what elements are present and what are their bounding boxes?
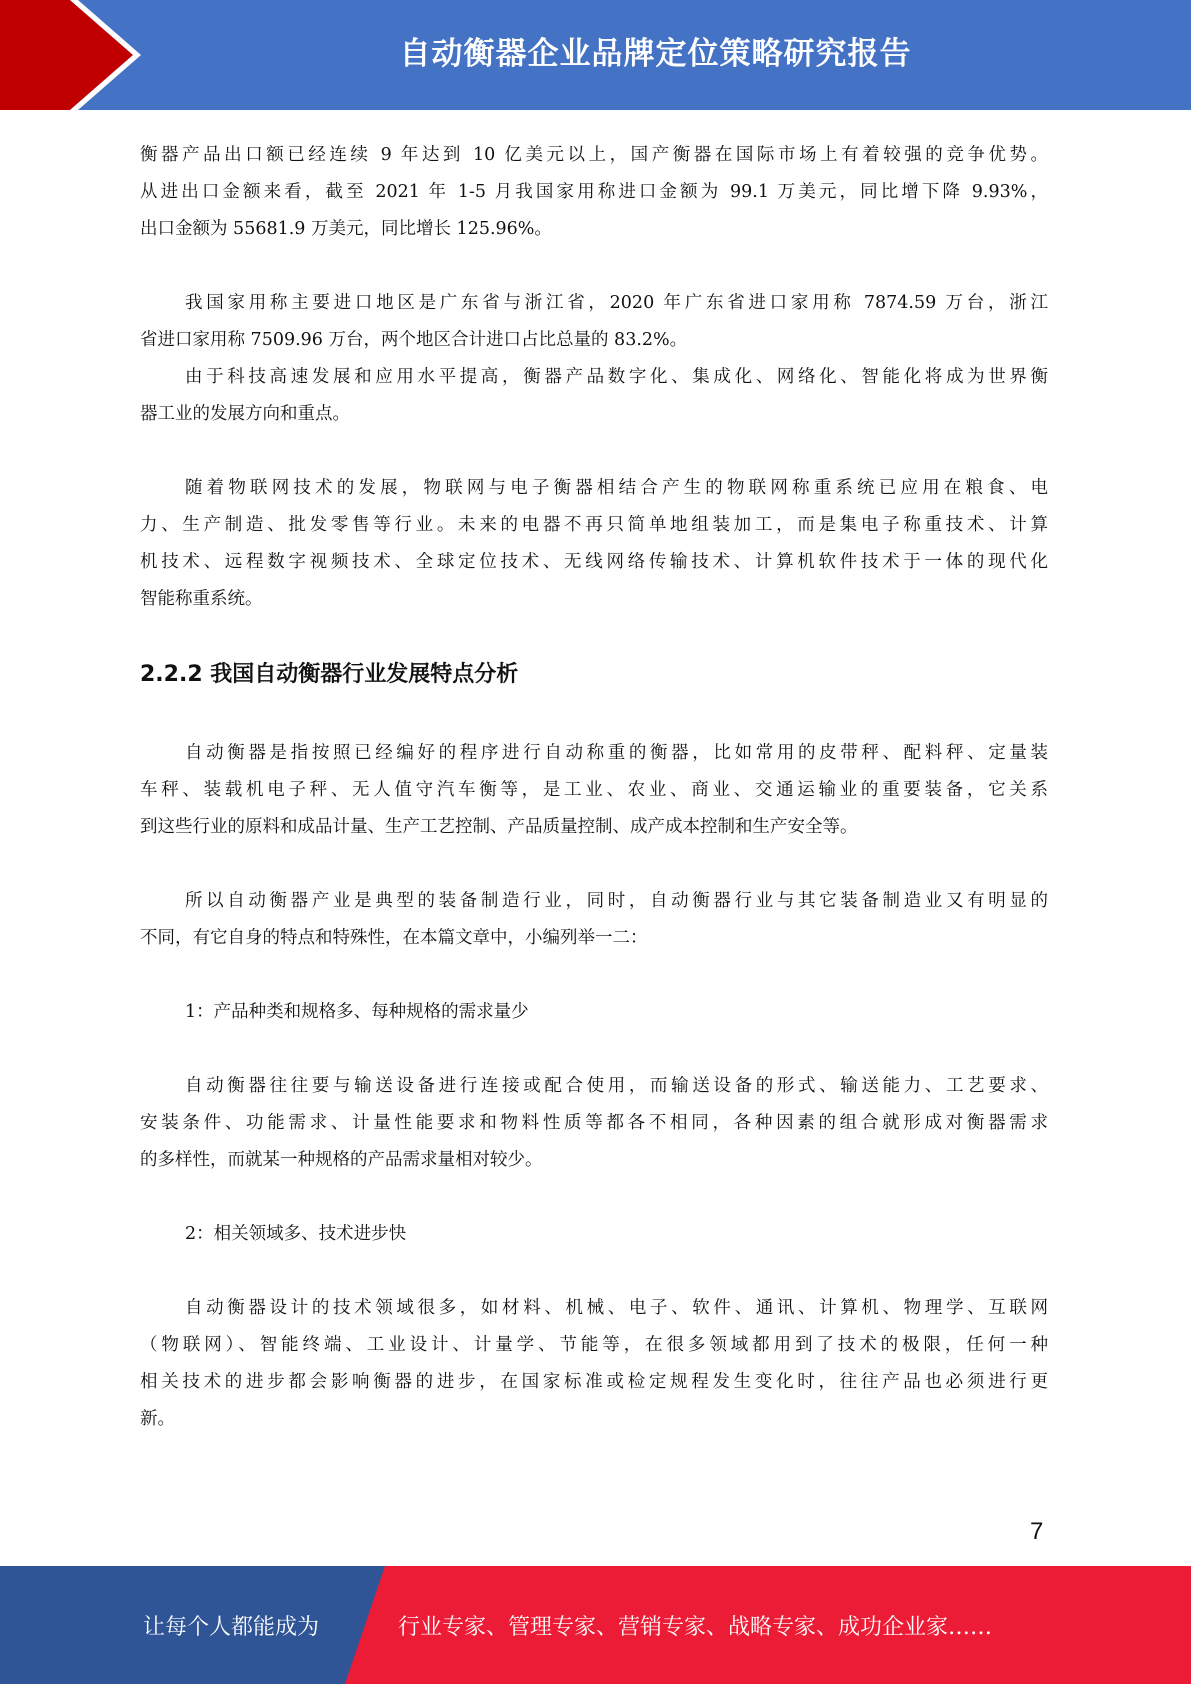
paragraph-line: 所以自动衡器产业是典型的装备制造行业，同时，自动衡器行业与其它装备制造业又有明显的 — [185, 891, 1048, 911]
paragraph-line: 衡器产品出口额已经连续 9 年达到 10 亿美元以上，国产衡器在国际市场上有着较强的竞争优势。 — [140, 145, 1048, 165]
paragraph-line: 机技术、远程数字视频技术、全球定位技术、无线网络传输技术、计算机软件技术于一体的现代化 — [140, 552, 1048, 572]
document-title: 自动衡器企业品牌定位策略研究报告 — [399, 36, 912, 72]
paragraph-line: 新。 — [140, 1409, 175, 1429]
paragraph-line: 我国家用称主要进口地区是广东省与浙江省，2020 年广东省进口家用称 7874.59 万台，浙江 — [185, 293, 1048, 313]
paragraph — [140, 1216, 1048, 1253]
paragraph-line: 车秤、装载机电子秤、无人值守汽车衡等，是工业、农业、商业、交通运输业的重要装备，它关系 — [140, 780, 1048, 800]
paragraph-line: 不同，有它自身的特点和特殊性，在本篇文章中，小编列举一二： — [140, 928, 648, 948]
paragraph-line: 安装条件、功能需求、计量性能要求和物料性质等都各不相同，各种因素的组合就形成对衡器需求 — [140, 1113, 1048, 1133]
paragraph — [140, 1290, 1048, 1438]
paragraph-line: 自动衡器是指按照已经编好的程序进行自动称重的衡器，比如常用的皮带秤、配料秤、定量装 — [185, 743, 1048, 763]
page-footer — [0, 1566, 1191, 1684]
paragraph-line: 由于科技高速发展和应用水平提高，衡器产品数字化、集成化、网络化、智能化将成为世界衡 — [185, 367, 1048, 387]
paragraph-line: 从进出口金额来看，截至 2021 年 1-5 月我国家用称进口金额为 99.1 万美元，同比增下降 9.93%， — [140, 182, 1048, 202]
paragraph — [140, 359, 1048, 433]
footer-slogan-left: 让每个人都能成为 — [143, 1615, 320, 1640]
paragraph — [140, 1068, 1048, 1179]
paragraph — [140, 994, 1048, 1031]
paragraph-line: （物联网）、智能终端、工业设计、计量学、节能等，在很多领域都用到了技术的极限，任何一种 — [140, 1335, 1048, 1355]
footer-slogan-right: 行业专家、管理专家、营销专家、战略专家、成功企业家…… — [398, 1615, 993, 1640]
paragraph — [140, 137, 1048, 248]
paragraph-line: 1：产品种类和规格多、每种规格的需求量少 — [185, 1002, 529, 1022]
paragraph — [140, 285, 1048, 359]
paragraph-line: 自动衡器设计的技术领域很多，如材料、机械、电子、软件、通讯、计算机、物理学、互联网 — [185, 1298, 1048, 1318]
paragraph — [140, 735, 1048, 846]
section-heading: 2.2.2 我国自动衡器行业发展特点分析 — [140, 662, 519, 687]
paragraph — [140, 883, 1048, 957]
paragraph-line: 相关技术的进步都会影响衡器的进步，在国家标准或检定规程发生变化时，往往产品也必须进行更 — [140, 1372, 1048, 1392]
paragraph-line: 器工业的发展方向和重点。 — [140, 404, 350, 424]
page-number: 7 — [1030, 1518, 1044, 1545]
paragraph-line: 的多样性，而就某一种规格的产品需求量相对较少。 — [140, 1150, 543, 1170]
paragraph-line: 2：相关领域多、技术进步快 — [185, 1224, 407, 1244]
document-body — [140, 137, 1048, 1475]
paragraph-line: 自动衡器往往要与输送设备进行连接或配合使用，而输送设备的形式、输送能力、工艺要求、 — [185, 1076, 1048, 1096]
paragraph-line: 力、生产制造、批发零售等行业。未来的电器不再只简单地组装加工，而是集电子称重技术、计算 — [140, 515, 1048, 535]
paragraph-line: 智能称重系统。 — [140, 589, 263, 609]
paragraph-line: 出口金额为 55681.9 万美元，同比增长 125.96%。 — [140, 219, 552, 239]
paragraph-line: 随着物联网技术的发展，物联网与电子衡器相结合产生的物联网称重系统已应用在粮食、电 — [185, 478, 1048, 498]
page-header — [0, 0, 1191, 110]
paragraph-line: 到这些行业的原料和成品计量、生产工艺控制、产品质量控制、成产成本控制和生产安全等。 — [140, 817, 858, 837]
paragraph-line: 省进口家用称 7509.96 万台，两个地区合计进口占比总量的 83.2%。 — [140, 330, 688, 350]
paragraph — [140, 470, 1048, 618]
